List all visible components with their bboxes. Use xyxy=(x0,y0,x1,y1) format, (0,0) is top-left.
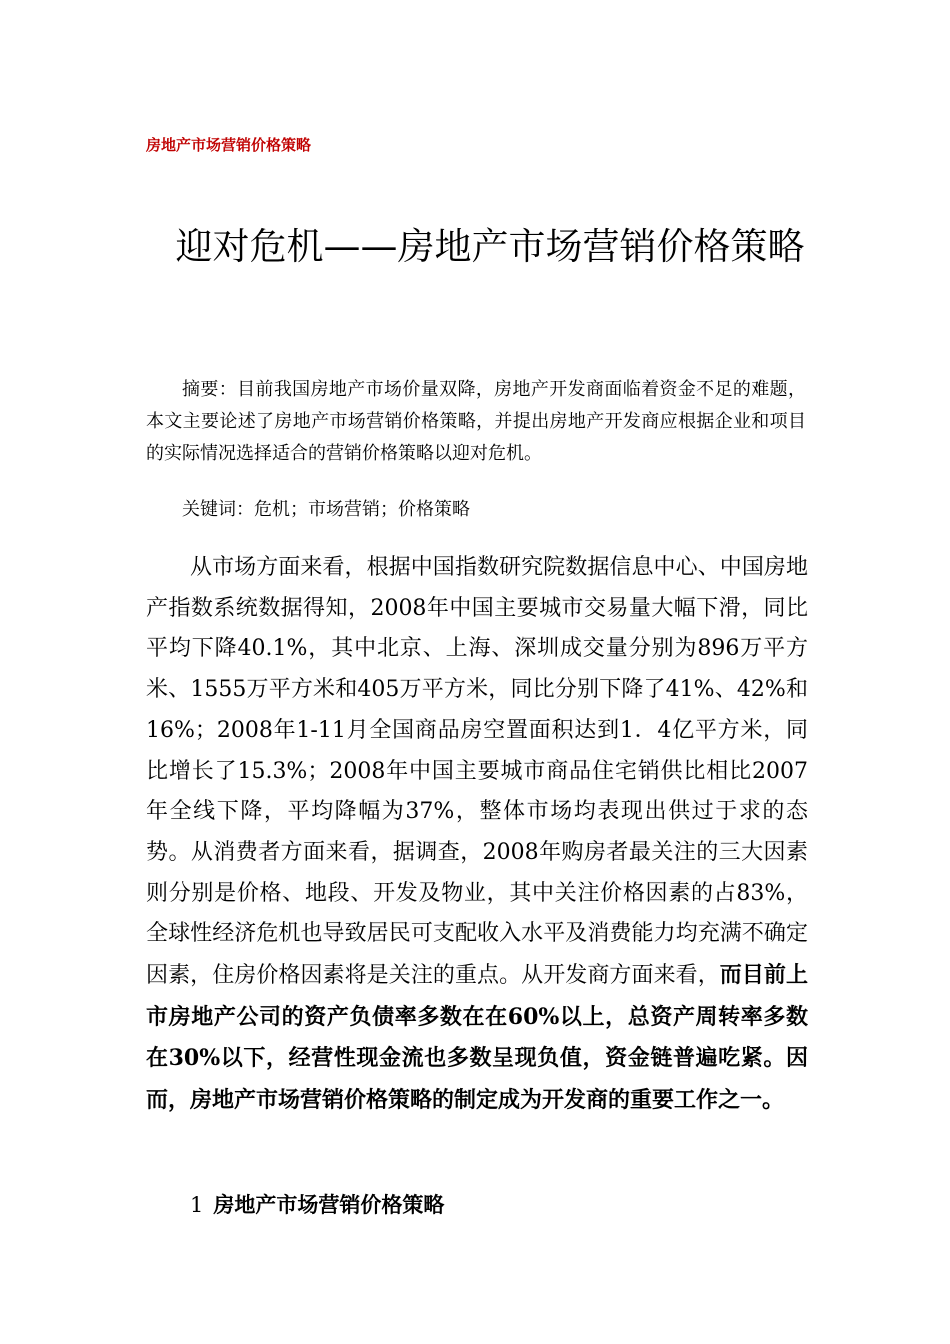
abstract-paragraph: 摘要：目前我国房地产市场价量双降，房地产开发商面临着资金不足的难题，本文主要论述了房地产市场营销价格策略，并提出房地产开发商应根据企业和项目的实际情况选择适合的营销价格策略以迎对危机。 xyxy=(146,379,806,464)
keywords-line: 关键词：危机；市场营销；价格策略 xyxy=(182,499,470,520)
section-heading xyxy=(190,1188,444,1222)
page-title: 迎对危机——房地产市场营销价格策略 xyxy=(175,225,805,268)
body-text-regular: 从市场方面来看，根据中国指数研究院数据信息中心、中国房地产指数系统数据得知，2008年中国主要城市交易量大幅下滑，同比平均下降40.1%，其中北京、上海、深圳成交量分别为896万平方米、1555万平方米和405万平方米，同比分别下降了41%、42%和16%；2008年1-11月全国商品房空置面积达到1．4亿平方米，同比增长了15.3%；2008年中国主要城市商品住宅销供比相比2007年全线下降，平均降幅为37%，整体市场均表现出供过于求的态势。从消费者方面来看，据调查，2008年购房者最关注的三大因素则分别是价格、地段、开发及物业，其中关注价格因素的占83%，全球性经济危机也导致居民可支配收入水平及消费能力均充满不确定因素，住房价格因素将是关注的重点。从开发商方面来看， xyxy=(146,555,808,989)
body-paragraph xyxy=(146,548,808,1122)
section-number: 1 xyxy=(190,1193,204,1217)
header-label: 房地产市场营销价格策略 xyxy=(146,136,312,154)
body-text-bold: 而目前上市房地产公司的资产负债率多数在在60%以上，总资产周转率多数在30%以下，经营性现金流也多数呈现负值，资金链普遍吃紧。因而，房地产市场营销价格策略的制定成为开发商的重要工作之一。 xyxy=(146,962,808,1114)
section-title: 房地产市场营销价格策略 xyxy=(213,1193,445,1217)
